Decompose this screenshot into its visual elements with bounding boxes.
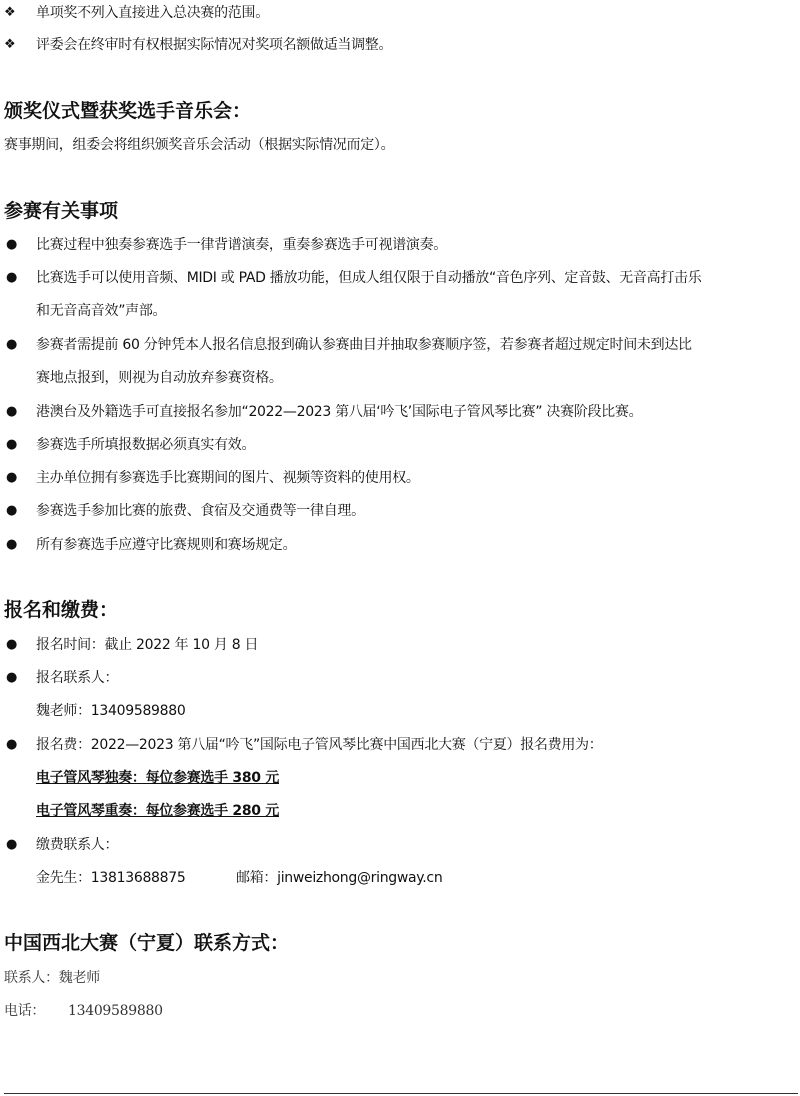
participation-item: 比赛过程中独奏参赛选手一律背谱演奏，重奏参赛选手可视谱演奏。 <box>36 237 447 253</box>
bullet-icon: ● <box>6 270 18 285</box>
payment-email: 邮箱：jinweizhong@ringway.cn <box>236 870 443 886</box>
registration-contact-label: 报名联系人： <box>36 670 119 686</box>
diamond-bullet-icon: ❖ <box>4 5 16 20</box>
registration-contact-value: 魏老师：13409589880 <box>36 703 186 719</box>
fee-intro: 报名费：2022—2023 第八届“吟飞”国际电子管风琴比赛中国西北大赛（宁夏）报名费用为： <box>36 737 603 753</box>
bullet-icon: ● <box>6 437 18 452</box>
bullet-icon: ● <box>6 737 18 752</box>
participation-heading: 参赛有关事项 <box>4 200 119 222</box>
bullet-icon: ● <box>6 470 18 485</box>
registration-heading: 报名和缴费： <box>4 599 119 621</box>
bullet-icon: ● <box>6 503 18 518</box>
footer-divider <box>4 1093 798 1094</box>
registration-deadline: 报名时间：截止 2022 年 10 月 8 日 <box>36 637 259 653</box>
contact-phone: 13409589880 <box>68 1003 163 1019</box>
participation-item: 比赛选手可以使用音频、MIDI 或 PAD 播放功能，但成人组仅限于自动播放“音色序列、定音鼓、无音高打击乐 <box>36 270 702 286</box>
bullet-icon: ● <box>6 404 18 419</box>
contact-heading: 中国西北大赛（宁夏）联系方式： <box>4 932 290 954</box>
awards-note: 评委会在终审时有权根据实际情况对奖项名额做适当调整。 <box>36 37 393 53</box>
payment-contact: 金先生：13813688875 <box>36 870 186 886</box>
bullet-icon: ● <box>6 337 18 352</box>
participation-item-cont: 赛地点报到，则视为自动放弃参赛资格。 <box>36 370 283 386</box>
bullet-icon: ● <box>6 237 18 252</box>
contact-phone-label: 电话： <box>4 1003 46 1019</box>
participation-item-cont: 和无音高音效”声部。 <box>36 303 167 319</box>
bullet-icon: ● <box>6 837 18 852</box>
participation-item: 主办单位拥有参赛选手比赛期间的图片、视频等资料的使用权。 <box>36 470 420 486</box>
bullet-icon: ● <box>6 537 18 552</box>
participation-item: 参赛者需提前 60 分钟凭本人报名信息报到确认参赛曲目并抽取参赛顺序签，若参赛者超过规定时间未到达比 <box>36 337 692 353</box>
participation-item: 参赛选手所填报数据必须真实有效。 <box>36 437 256 453</box>
awards-note: 单项奖不列入直接进入总决赛的范围。 <box>36 5 269 21</box>
ceremony-text: 赛事期间，组委会将组织颁奖音乐会活动（根据实际情况而定）。 <box>4 137 395 153</box>
bullet-icon: ● <box>6 670 18 685</box>
ceremony-heading: 颁奖仪式暨获奖选手音乐会： <box>4 100 252 122</box>
payment-contact-label: 缴费联系人： <box>36 837 119 853</box>
fee-ensemble: 电子管风琴重奏：每位参赛选手 280 元 <box>36 803 279 819</box>
participation-item: 所有参赛选手应遵守比赛规则和赛场规定。 <box>36 537 297 553</box>
contact-person: 联系人：魏老师 <box>4 970 100 986</box>
bullet-icon: ● <box>6 637 18 652</box>
fee-solo: 电子管风琴独奏：每位参赛选手 380 元 <box>36 770 279 786</box>
participation-item: 港澳台及外籍选手可直接报名参加“2022—2023 第八届‘吟飞’国际电子管风琴比赛” 决赛阶段比赛。 <box>36 404 643 420</box>
participation-item: 参赛选手参加比赛的旅费、食宿及交通费等一律自理。 <box>36 503 365 519</box>
diamond-bullet-icon: ❖ <box>4 37 16 52</box>
